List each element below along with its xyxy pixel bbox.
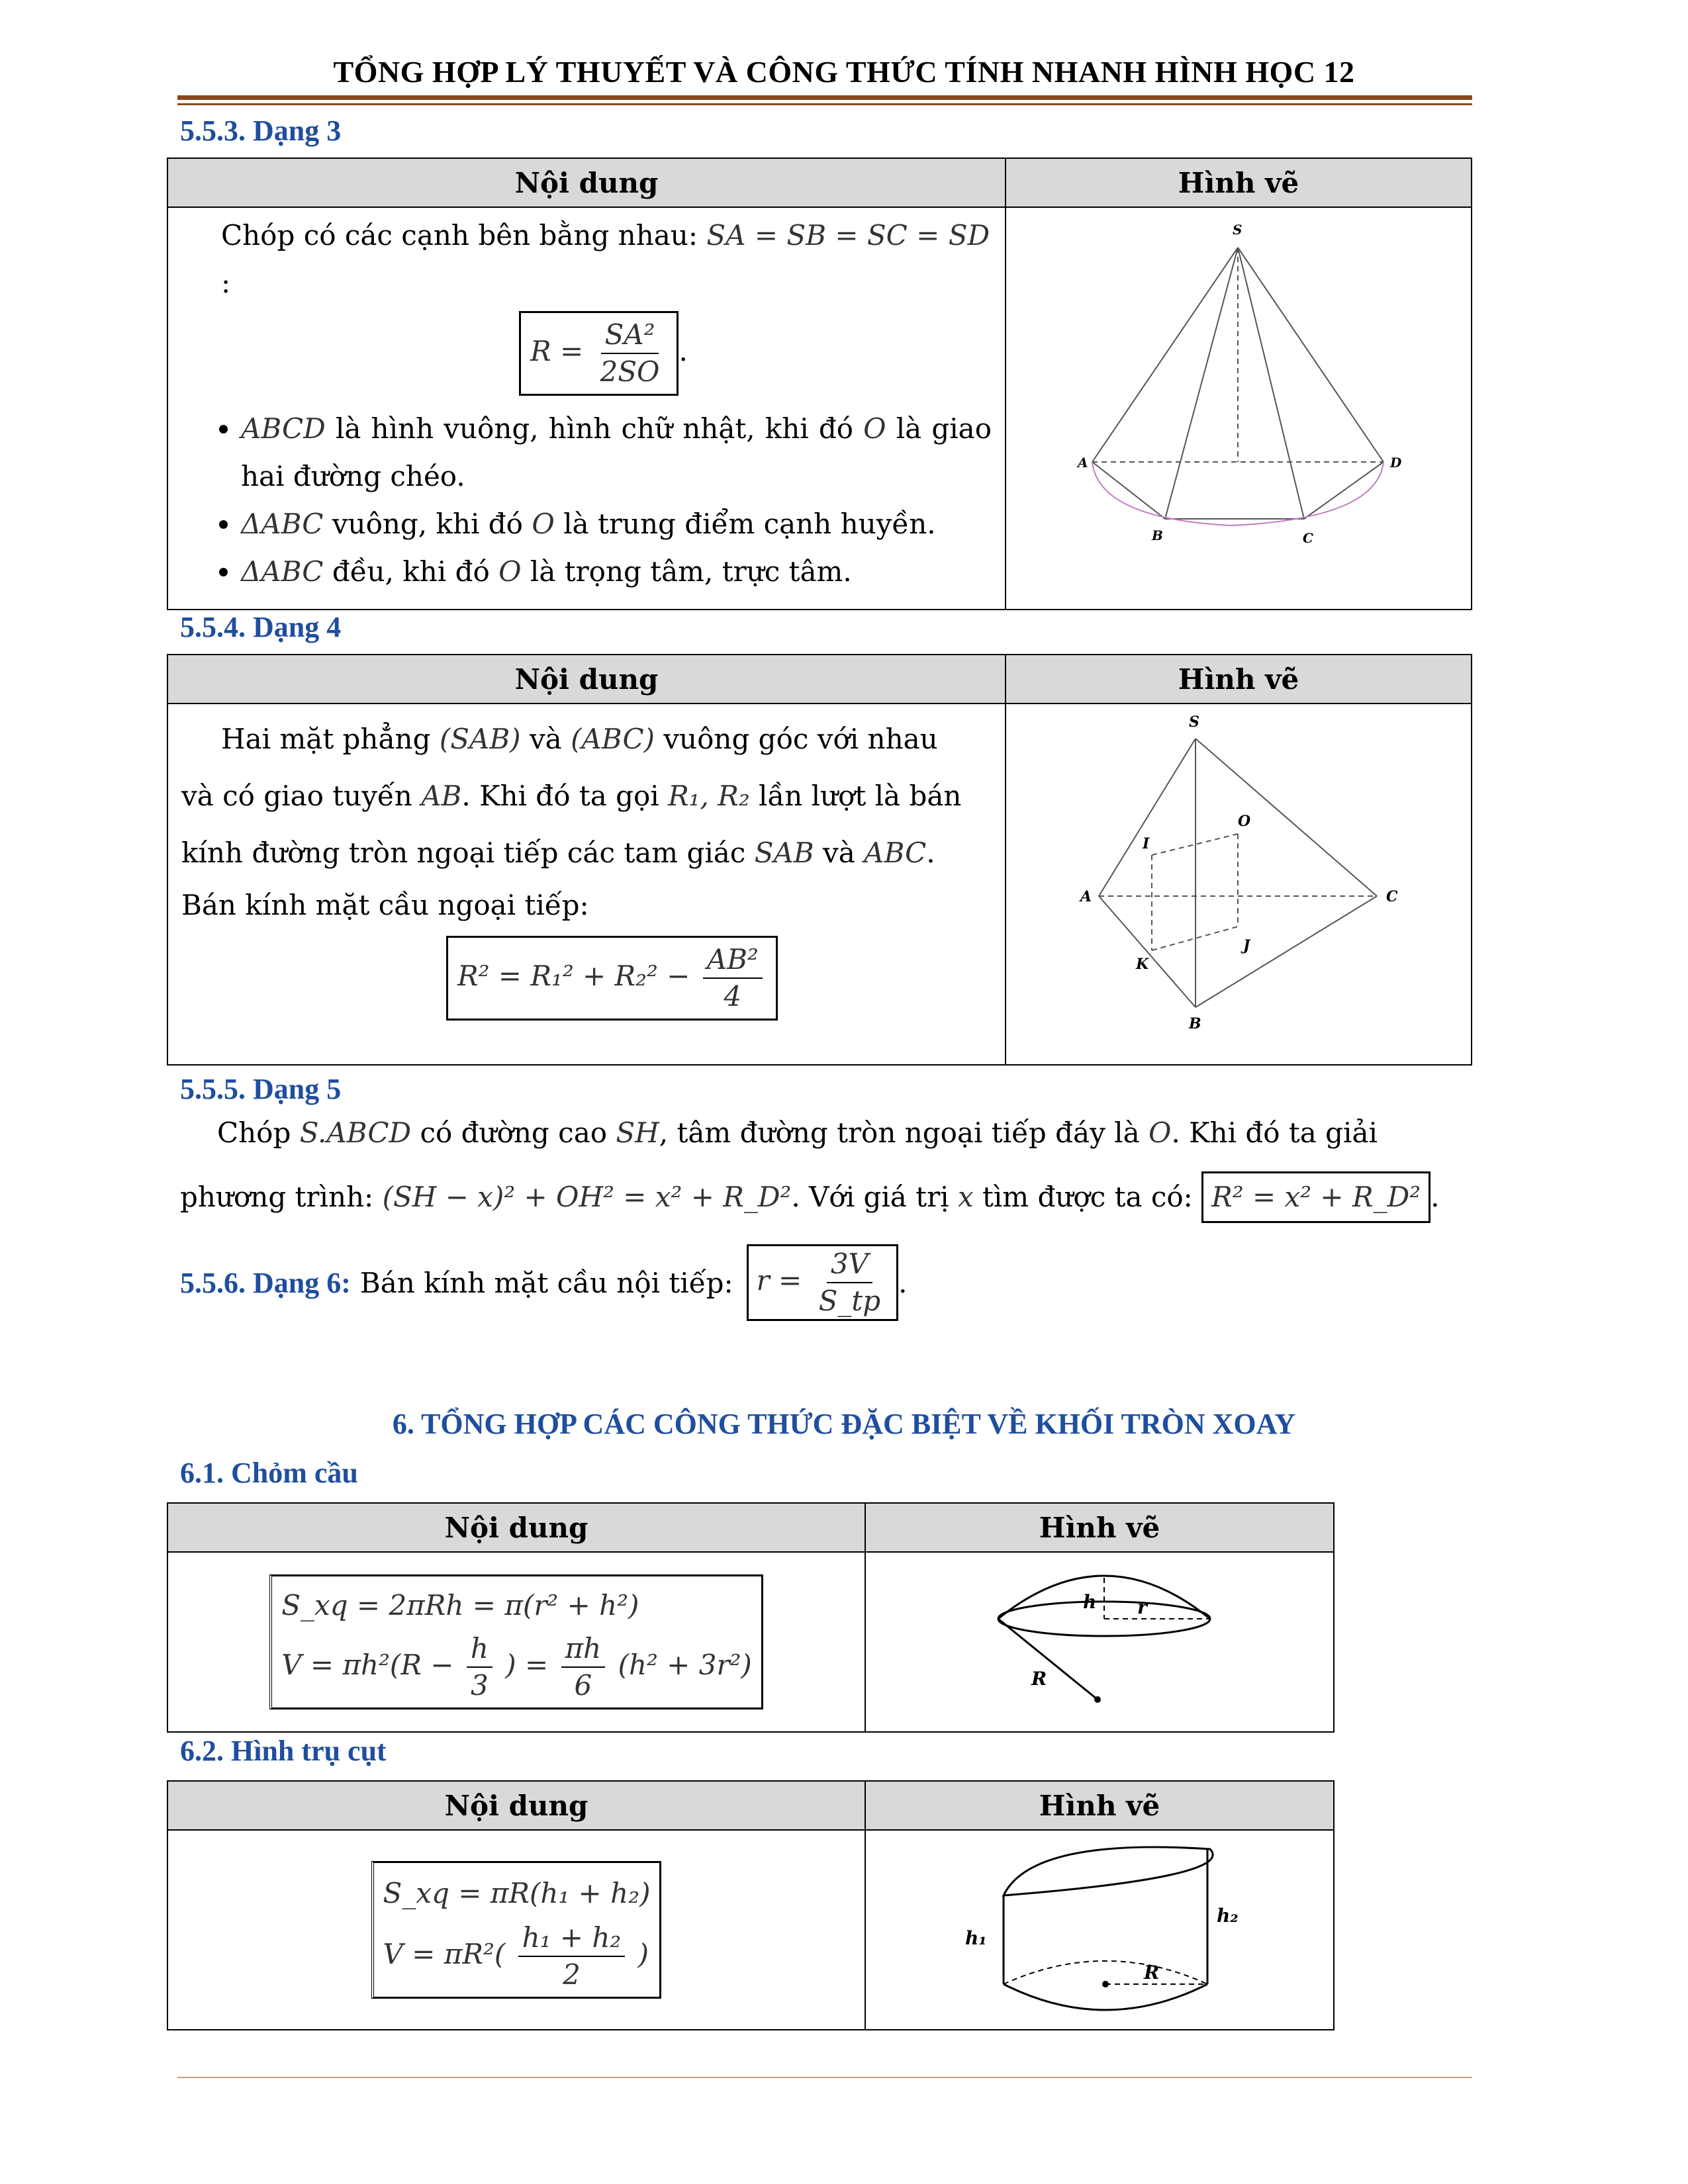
figure-tetrahedron	[1006, 704, 1472, 1065]
result-box: R² = x² + R_D²	[1201, 1171, 1430, 1223]
footer-rule	[177, 2077, 1472, 2078]
paragraph-line: kính đường tròn ngoại tiếp các tam giác SAB và ABC.	[181, 837, 935, 869]
bullet-item: • ΔABC vuông, khi đó O là trung điểm cạnh huyền.	[241, 500, 992, 548]
section-556: 5.5.6. Dạng 6: Bán kính mặt cầu nội tiếp: r = $\frac{3V}{S\_tp}$ .	[180, 1244, 908, 1321]
label-s: S	[1189, 713, 1199, 731]
label-a: A	[1078, 455, 1088, 471]
col-header-figure: Hình vẽ	[1006, 158, 1472, 207]
table-554	[167, 654, 1472, 1066]
section-heading-555: 5.5.5. Dạng 5	[180, 1073, 342, 1105]
label-r: r	[1137, 1596, 1147, 1618]
section-heading-62: 6.2. Hình trụ cụt	[180, 1735, 387, 1767]
intro-line: Chóp có các cạnh bên bằng nhau: SA = SB = SC = SD :	[221, 219, 990, 299]
label-a: A	[1080, 888, 1092, 905]
label-R: R	[1031, 1668, 1047, 1690]
col-header-figure: Hình vẽ	[865, 1781, 1334, 1830]
bullet-item: • ΔABC đều, khi đó O là trọng tâm, trực tâm.	[241, 548, 992, 596]
col-header-content: Nội dung	[167, 1503, 865, 1552]
paragraph-line: phương trình: (SH − x)² + OH² = x² + R_D². Với giá trị x tìm được ta có: R² = x² + R_D² .	[180, 1171, 1471, 1223]
formula-box: R² = R₁² + R₂² − $\frac{\text{AB²}}{4}$	[181, 936, 992, 1021]
figure-spherical-cap	[865, 1552, 1334, 1732]
col-header-content: Nội dung	[167, 158, 1006, 207]
label-i: I	[1143, 835, 1150, 852]
label-h2: h₂	[1217, 1905, 1239, 1927]
chapter-heading-6: 6. TỔNG HỢP CÁC CÔNG THỨC ĐẶC BIỆT VỀ KHỐI TRÒN XOAY	[392, 1408, 1296, 1440]
table-553	[167, 158, 1472, 610]
label-k: K	[1136, 956, 1149, 973]
label-s: S	[1233, 222, 1243, 238]
label-d: D	[1390, 455, 1402, 471]
col-header-content: Nội dung	[167, 655, 1006, 704]
section-heading-553: 5.5.3. Dạng 3	[180, 114, 342, 147]
label-b: B	[1189, 1015, 1201, 1032]
header-rule-thin	[177, 103, 1472, 105]
col-header-figure: Hình vẽ	[1006, 655, 1472, 704]
page-title: TỔNG HỢP LÝ THUYẾT VÀ CÔNG THỨC TÍNH NHANH HÌNH HỌC 12	[333, 55, 1355, 89]
formula-system: S_xq = πR(h₁ + h₂) V = πR²( $\frac{\text{h₁ + h₂}}{2}$ )	[371, 1861, 662, 1999]
paragraph-line: Bán kính mặt cầu ngoại tiếp:	[181, 889, 589, 921]
label-h1: h₁	[965, 1927, 987, 1949]
label-b: B	[1152, 527, 1163, 543]
table-61	[167, 1502, 1335, 1733]
figure-pyramid	[1006, 207, 1472, 610]
section-heading-556: 5.5.6. Dạng 6:	[180, 1266, 351, 1299]
section-heading-554: 5.5.4. Dạng 4	[180, 611, 342, 643]
paragraph-line: Hai mặt phẳng (SAB) và (ABC) vuông góc với nhau	[221, 723, 938, 755]
table-62	[167, 1780, 1335, 2030]
header-rule	[177, 95, 1472, 100]
label-o: O	[1238, 813, 1251, 830]
paragraph-line: Chóp S.ABCD có đường cao SH, tâm đường tròn ngoại tiếp đáy là O. Khi đó ta giải	[217, 1116, 1378, 1149]
label-c: C	[1386, 888, 1398, 905]
formula-box: R = $\frac{\text{SA²}}{2SO}$ .	[181, 311, 992, 396]
formula-box: r = $\frac{3V}{S\_tp}$	[747, 1244, 899, 1321]
section-heading-61: 6.1. Chỏm cầu	[180, 1457, 358, 1489]
col-header-content: Nội dung	[167, 1781, 865, 1830]
col-header-figure: Hình vẽ	[865, 1503, 1334, 1552]
label-h: h	[1083, 1591, 1097, 1613]
formula-system: S_xq = 2πRh = π(r² + h²) V = πh²(R − $\frac{h}{3}$ ) = $\frac{\pi h}{6}$ (h² + 3r²)	[269, 1574, 763, 1709]
bullet-item: • ABCD là hình vuông, hình chữ nhật, khi đó O là giao hai đường chéo.	[241, 405, 992, 500]
label-j: J	[1243, 937, 1250, 954]
label-c: C	[1303, 530, 1313, 546]
label-R: R	[1144, 1962, 1160, 1983]
paragraph-line: và có giao tuyến AB. Khi đó ta gọi R₁, R₂ lần lượt là bán	[181, 780, 962, 812]
figure-truncated-cylinder	[865, 1830, 1334, 2030]
